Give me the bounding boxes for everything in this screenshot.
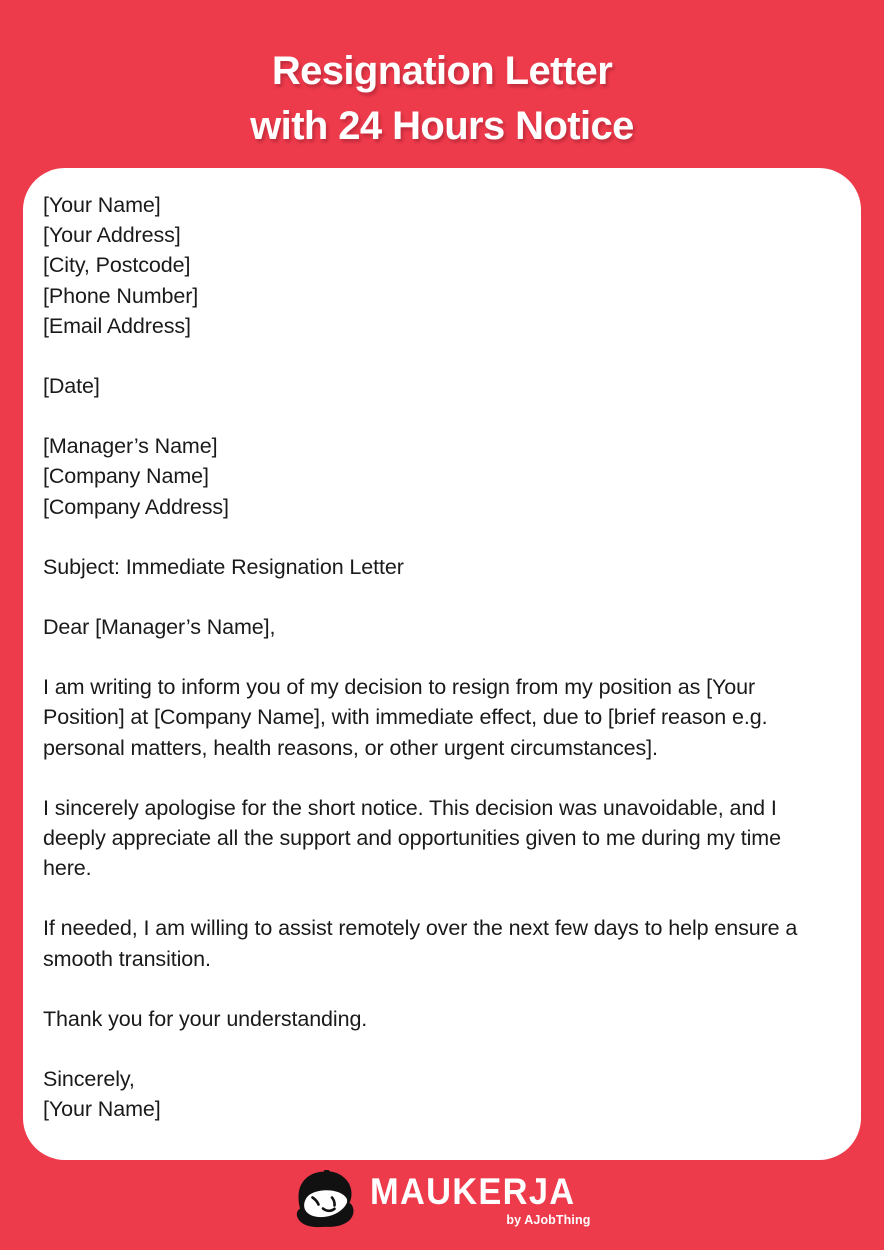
letter-salutation: Dear [Manager’s Name], (43, 615, 276, 640)
spacer (43, 763, 841, 793)
recipient-company-address: [Company Address] (43, 494, 229, 519)
spacer (43, 582, 841, 612)
letter-closing: Sincerely, (43, 1067, 135, 1092)
letter-paragraph-3: If needed, I am willing to assist remotely over the next few days to help ensure a smooth transition. (43, 916, 798, 971)
recipient-manager-name: [Manager’s Name] (43, 434, 218, 459)
sender-address: [Your Address] (43, 223, 181, 248)
sender-email: [Email Address] (43, 313, 191, 338)
recipient-address-block (43, 431, 841, 522)
spacer (43, 883, 841, 913)
letter-date: [Date] (43, 374, 100, 399)
page-title-line-2: with 24 Hours Notice (250, 104, 634, 148)
letter-signature-name: [Your Name] (43, 1097, 161, 1122)
letter-content (23, 168, 861, 1124)
letter-paragraph-4: Thank you for your understanding. (43, 1006, 368, 1031)
brand-name: MAUKERJA (369, 1170, 575, 1212)
letter-body (43, 190, 841, 1124)
spacer (43, 974, 841, 1004)
brand-text-group (370, 1171, 591, 1228)
spacer (43, 1034, 841, 1064)
letter-subject: Subject: Immediate Resignation Letter (43, 554, 404, 579)
page-title (0, 0, 884, 154)
sender-address-block (43, 190, 841, 341)
sender-name: [Your Name] (43, 193, 161, 217)
recipient-company-name: [Company Name] (43, 464, 209, 489)
maukerja-mascot-icon (294, 1170, 356, 1228)
page-title-line-1: Resignation Letter (271, 49, 613, 93)
sender-city-postcode: [City, Postcode] (43, 253, 191, 278)
letter-card (23, 168, 861, 1160)
spacer (43, 401, 841, 431)
footer-logo (0, 1170, 884, 1228)
spacer (43, 522, 841, 552)
letter-paragraph-1: I am writing to inform you of my decision to resign from my position as [Your Position] at [Company Name], with immediate effect, due to [brief reason e.g. personal matters, health reasons, or other urgent circumstances]. (43, 675, 768, 760)
letter-paragraph-2: I sincerely apologise for the short notice. This decision was unavoidable, and I deeply appreciate all the support and opportunities given to me during my time here. (43, 795, 781, 881)
sender-phone: [Phone Number] (43, 283, 199, 308)
spacer (43, 341, 841, 371)
spacer (43, 642, 841, 672)
brand-byline: by AJobThing (506, 1212, 591, 1227)
